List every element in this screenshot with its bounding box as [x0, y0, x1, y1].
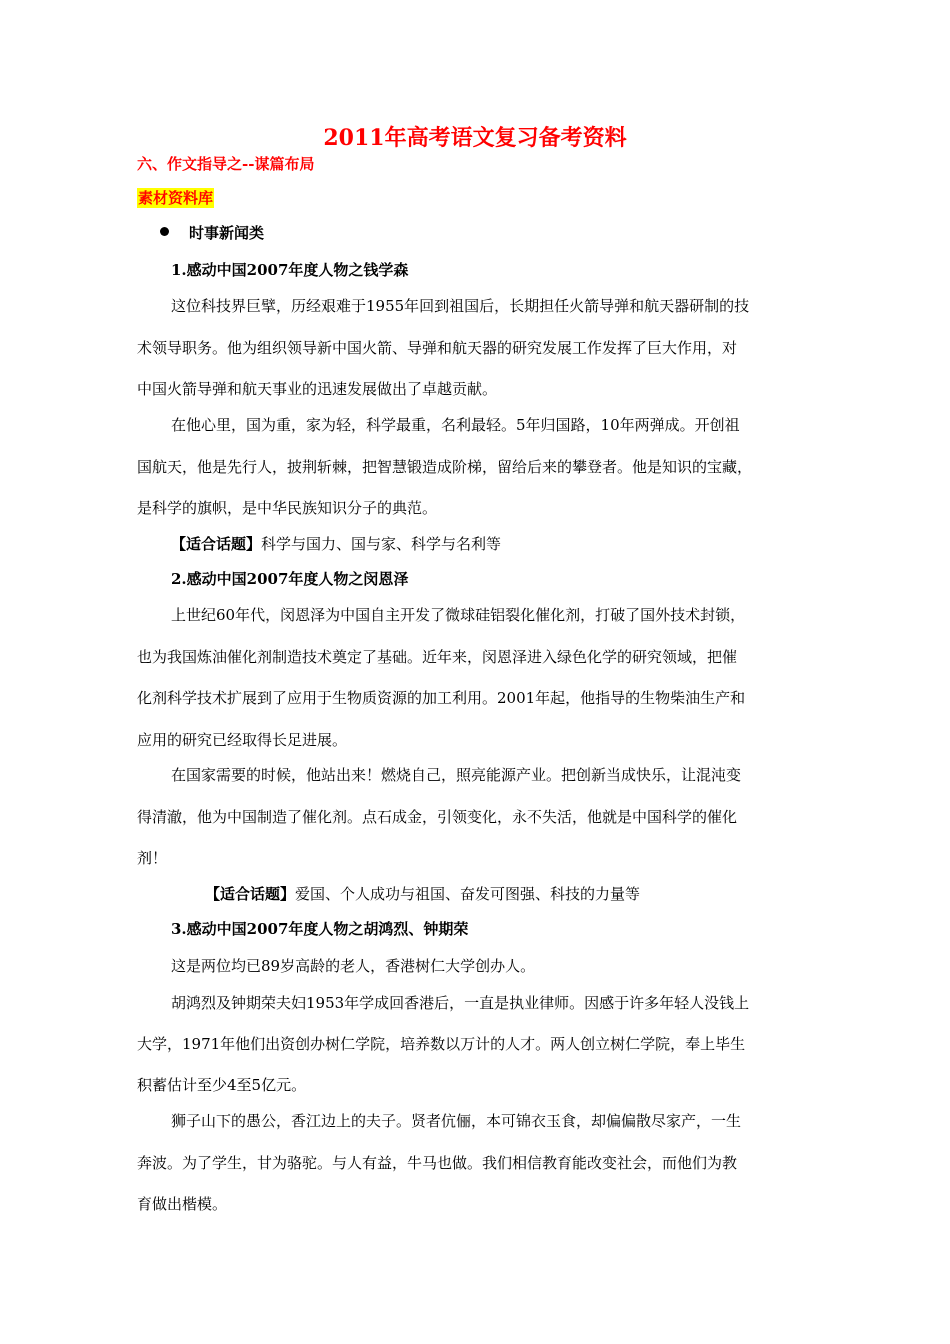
- item-heading: 2.感动中国2007年度人物之闵恩泽: [171, 570, 409, 588]
- paragraph-line: 国航天，他是先行人，披荆斩棘，把智慧锻造成阶梯，留给后来的攀登者。他是知识的宝藏，: [137, 458, 753, 476]
- paragraph-line: 化剂科学技术扩展到了应用于生物质资源的加工利用。2001年起，他指导的生物柴油生产和: [137, 689, 746, 707]
- bullet-label: 时事新闻类: [189, 224, 265, 242]
- topic-line: [171, 533, 861, 555]
- item-heading: 1.感动中国2007年度人物之钱学森: [171, 261, 409, 279]
- section-heading: 六、作文指导之--谋篇布局: [137, 155, 315, 173]
- bullet-icon: [160, 227, 169, 236]
- paragraph-line: 上世纪60年代，闵恩泽为中国自主开发了微球硅铝裂化催化剂，打破了国外技术封锁，: [171, 606, 746, 624]
- paragraph-line: 狮子山下的愚公，香江边上的夫子。贤者伉俪，本可锦衣玉食，却偏偏散尽家产，一生: [171, 1112, 742, 1130]
- paragraph-line: 积蓄估计至少4至5亿元。: [137, 1076, 307, 1094]
- paragraph-line: 应用的研究已经取得长足进展。: [137, 731, 348, 749]
- paragraph-line: 这位科技界巨擘，历经艰难于1955年回到祖国后，长期担任火箭导弹和航天器研制的技: [171, 297, 750, 315]
- document-title: 2011年高考语文复习备考资料: [323, 125, 627, 151]
- paragraph-line: 是科学的旗帜，是中华民族知识分子的典范。: [137, 499, 438, 517]
- topic-label: 【适合话题】: [171, 535, 262, 553]
- paragraph-line: 中国火箭导弹和航天事业的迅速发展做出了卓越贡献。: [137, 380, 498, 398]
- paragraph-line: 大学，1971年他们出资创办树仁学院，培养数以万计的人才。两人创立树仁学院，奉上毕生: [137, 1035, 746, 1053]
- bullet-category: [160, 222, 264, 244]
- paragraph-line: 奔波。为了学生，甘为骆驼。与人有益，牛马也做。我们相信教育能改变社会，而他们为教: [137, 1154, 738, 1172]
- topic-label: 【适合话题】: [205, 885, 296, 903]
- item-heading: 3.感动中国2007年度人物之胡鸿烈、钟期荣: [171, 920, 469, 938]
- paragraph-line: 这是两位均已89岁高龄的老人，香港树仁大学创办人。: [171, 957, 536, 975]
- paragraph-line: 得清澈，他为中国制造了催化剂。点石成金，引领变化，永不失活，他就是中国科学的催化: [137, 808, 738, 826]
- topic-text: 科学与国力、国与家、科学与名利等: [261, 535, 502, 553]
- topic-text: 爱国、个人成功与祖国、奋发可图强、科技的力量等: [295, 885, 641, 903]
- paragraph-line: 胡鸿烈及钟期荣夫妇1953年学成回香港后，一直是执业律师。因感于许多年轻人没钱上: [171, 994, 750, 1012]
- topic-line: [205, 883, 895, 905]
- highlighted-tag: 素材资料库: [138, 189, 214, 207]
- paragraph-line: 也为我国炼油催化剂制造技术奠定了基础。近年来，闵恩泽进入绿色化学的研究领域，把催: [137, 648, 738, 666]
- paragraph-line: 在他心里，国为重，家为轻，科学最重，名利最轻。5年归国路，10年两弹成。开创祖: [171, 416, 740, 434]
- paragraph-line: 剂！: [137, 849, 168, 867]
- paragraph-line: 在国家需要的时候，他站出来！燃烧自己，照亮能源产业。把创新当成快乐，让混沌变: [171, 766, 742, 784]
- paragraph-line: 术领导职务。他为组织领导新中国火箭、导弹和航天器的研究发展工作发挥了巨大作用，对: [137, 339, 738, 357]
- paragraph-line: 育做出楷模。: [137, 1195, 228, 1213]
